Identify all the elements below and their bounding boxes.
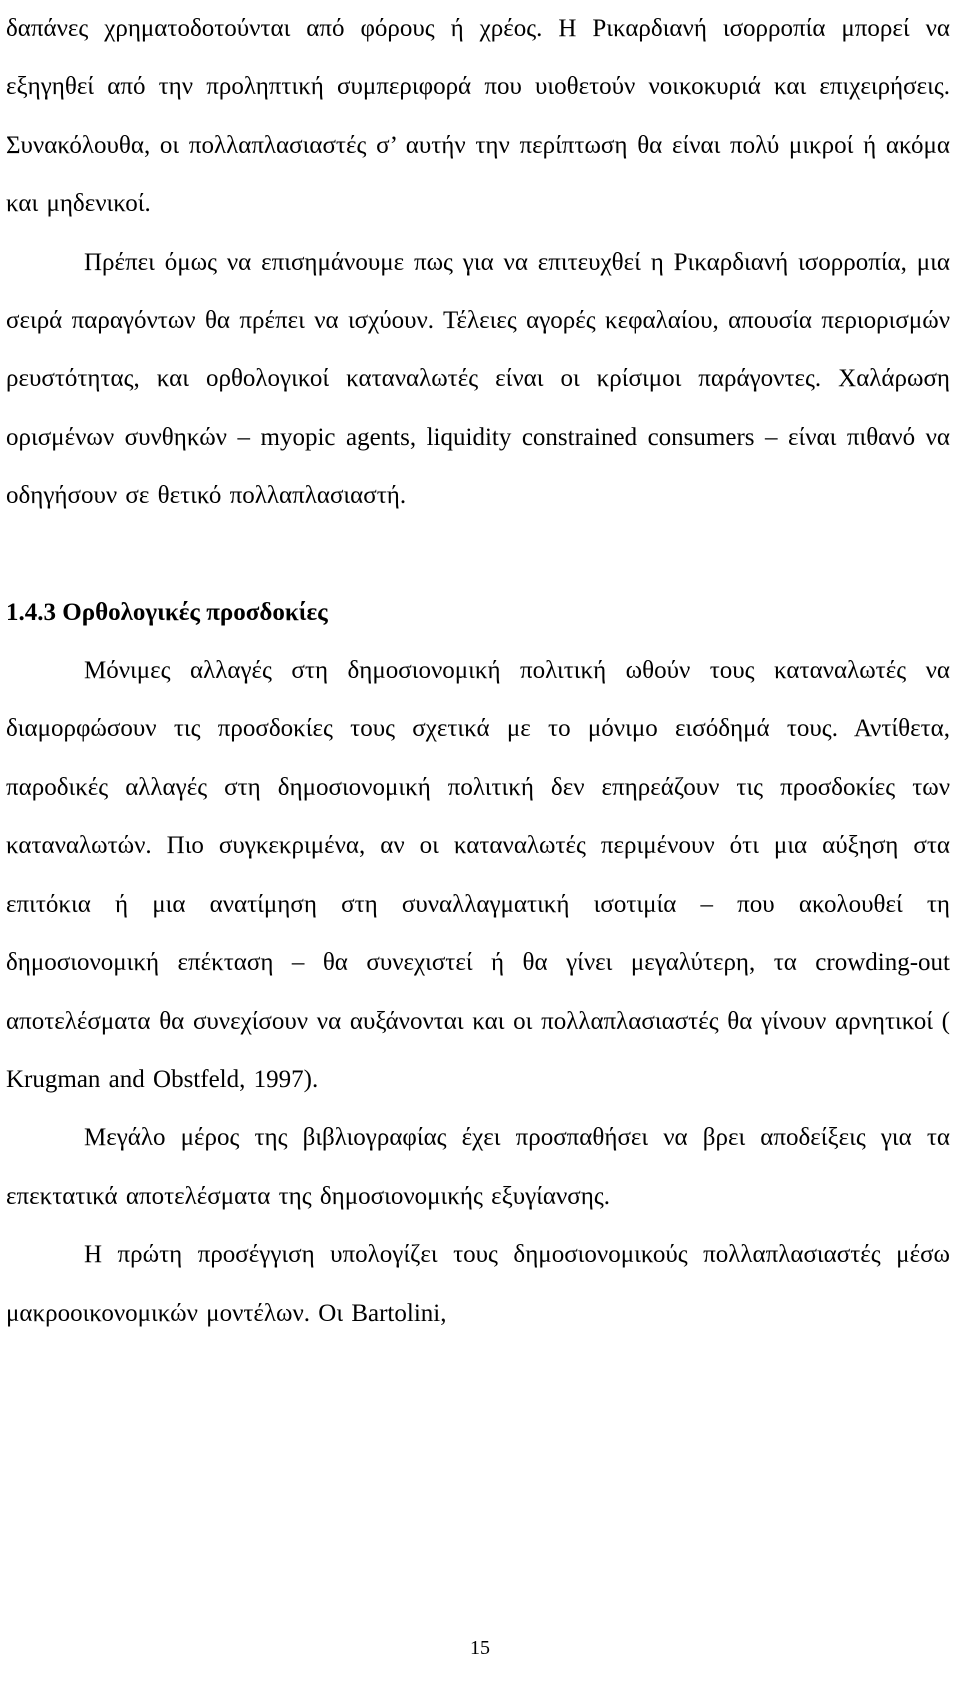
paragraph-4: Μεγάλο μέρος της βιβλιογραφίας έχει προσπαθήσει να βρει αποδείξεις για τα επεκτατικά αποτελέσματα της δημοσιονομικής εξυγίανσης. [6, 1124, 950, 1210]
paragraph-1: δαπάνες χρηματοδοτούνται από φόρους ή χρέος. Η Ρικαρδιανή ισορροπία μπορεί να εξηγηθεί από την προληπτική συμπεριφορά που υιοθετούν νοικοκυριά και επιχειρήσεις. Συνακόλουθα, οι πολλαπλασιαστές σ’ αυτήν την περίπτωση θα είναι πολύ μικροί ή ακόμα και μηδενικοί. [6, 15, 950, 218]
paragraph-2: Πρέπει όμως να επισημάνουμε πως για να επιτευχθεί η Ρικαρδιανή ισορροπία, μια σειρά παραγόντων θα πρέπει να ισχύουν. Τέλειες αγορές κεφαλαίου, απουσία περιορισμών ρευστότητας, και ορθολογικοί καταναλωτές είναι οι κρίσιμοι παράγοντες. Χαλάρωση ορισμένων συνθηκών – myopic agents, liquidity constrained consumers – είναι πιθανό να οδηγήσουν σε θετικό πολλαπλασιαστή. [6, 248, 950, 510]
section-spacer [6, 526, 950, 584]
section-heading: 1.4.3 Ορθολογικές προσδοκίες [6, 598, 328, 626]
page-number: 15 [470, 1637, 490, 1659]
page-content [6, 0, 950, 1343]
paragraph-3: Μόνιμες αλλαγές στη δημοσιονομική πολιτική ωθούν τους καταναλωτές να διαμορφώσουν τις προσδοκίες τους σχετικά με το μόνιμο εισόδημά τους. Αντίθετα, παροδικές αλλαγές στη δημοσιονομική πολιτική δεν επηρεάζουν τις προσδοκίες των καταναλωτών. Πιο συγκεκριμένα, αν οι καταναλωτές περιμένουν ότι μια αύξηση στα επιτόκια ή μια ανατίμηση στη συναλλαγματική ισοτιμία – που ακολουθεί τη δημοσιονομική επέκταση – θα συνεχιστεί ή θα γίνει μεγαλύτερη, τα crowding-out αποτελέσματα θα συνεχίσουν να αυξάνονται και οι πολλαπλασιαστές θα γίνουν αρνητικοί ( Krugman and Obstfeld, 1997). [6, 657, 950, 1093]
paragraph-5: Η πρώτη προσέγγιση υπολογίζει τους δημοσιονομικούς πολλαπλασιαστές μέσω μακροοικονομικών μοντέλων. Οι Bartolini, [6, 1241, 950, 1327]
